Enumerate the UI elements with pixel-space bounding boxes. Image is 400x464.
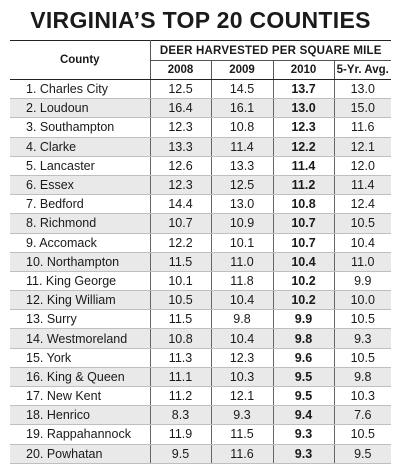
- table-row: [10, 310, 391, 329]
- county-name-cell: 12. King William: [10, 291, 150, 310]
- harvest-2008-cell: 13.3: [150, 137, 211, 156]
- table-row: [10, 444, 391, 463]
- deer-harvest-table: [10, 40, 391, 464]
- table-row: [10, 425, 391, 444]
- harvest-2010-cell: 9.6: [273, 348, 334, 367]
- harvest-2010-cell: 10.7: [273, 214, 334, 233]
- harvest-2010-cell: 12.3: [273, 118, 334, 137]
- harvest-2009-cell: 10.3: [211, 367, 273, 386]
- harvest-2010-cell: 10.7: [273, 233, 334, 252]
- five-year-average-cell: 11.6: [334, 118, 391, 137]
- harvest-2009-cell: 13.3: [211, 156, 273, 175]
- five-year-average-cell: 9.9: [334, 271, 391, 290]
- harvest-2008-cell: 12.3: [150, 118, 211, 137]
- harvest-2009-cell: 11.6: [211, 444, 273, 463]
- table-row: [10, 195, 391, 214]
- harvest-group-header: DEER HARVESTED PER SQUARE MILE: [150, 41, 391, 61]
- five-year-average-cell: 10.5: [334, 214, 391, 233]
- harvest-2009-cell: 9.3: [211, 406, 273, 425]
- harvest-2008-cell: 10.7: [150, 214, 211, 233]
- county-name-cell: 14. Westmoreland: [10, 329, 150, 348]
- harvest-2008-cell: 11.1: [150, 367, 211, 386]
- county-name-cell: 1. Charles City: [10, 80, 150, 99]
- table-row: [10, 348, 391, 367]
- harvest-2008-cell: 10.5: [150, 291, 211, 310]
- five-year-average-cell: 10.5: [334, 348, 391, 367]
- harvest-2010-cell: 12.2: [273, 137, 334, 156]
- harvest-2010-cell: 9.5: [273, 387, 334, 406]
- five-year-average-cell: 10.0: [334, 291, 391, 310]
- five-year-average-header: 5-Yr. Avg.: [334, 61, 391, 80]
- harvest-2009-cell: 9.8: [211, 310, 273, 329]
- five-year-average-cell: 10.5: [334, 310, 391, 329]
- five-year-average-cell: 11.4: [334, 175, 391, 194]
- year-2009-header: 2009: [211, 61, 273, 80]
- harvest-2008-cell: 14.4: [150, 195, 211, 214]
- harvest-2008-cell: 11.5: [150, 310, 211, 329]
- five-year-average-cell: 12.4: [334, 195, 391, 214]
- five-year-average-cell: 12.0: [334, 156, 391, 175]
- harvest-2010-cell: 9.3: [273, 425, 334, 444]
- harvest-2008-cell: 11.5: [150, 252, 211, 271]
- harvest-2009-cell: 11.8: [211, 271, 273, 290]
- harvest-2009-cell: 12.1: [211, 387, 273, 406]
- table-row: [10, 406, 391, 425]
- table-row: [10, 387, 391, 406]
- table-row: [10, 252, 391, 271]
- harvest-2008-cell: 10.8: [150, 329, 211, 348]
- year-2008-header: 2008: [150, 61, 211, 80]
- table-row: [10, 367, 391, 386]
- table-row: [10, 137, 391, 156]
- harvest-2009-cell: 10.4: [211, 291, 273, 310]
- harvest-2009-cell: 16.1: [211, 99, 273, 118]
- table-header: [10, 41, 391, 80]
- five-year-average-cell: 11.0: [334, 252, 391, 271]
- five-year-average-cell: 10.5: [334, 425, 391, 444]
- harvest-2010-cell: 9.3: [273, 444, 334, 463]
- harvest-2009-cell: 12.5: [211, 175, 273, 194]
- five-year-average-cell: 12.1: [334, 137, 391, 156]
- harvest-2008-cell: 12.3: [150, 175, 211, 194]
- table-row: [10, 80, 391, 99]
- table-row: [10, 118, 391, 137]
- harvest-2009-cell: 13.0: [211, 195, 273, 214]
- harvest-2009-cell: 10.4: [211, 329, 273, 348]
- five-year-average-cell: 9.5: [334, 444, 391, 463]
- harvest-2010-cell: 10.2: [273, 271, 334, 290]
- five-year-average-cell: 10.4: [334, 233, 391, 252]
- county-name-cell: 20. Powhatan: [10, 444, 150, 463]
- harvest-2008-cell: 11.2: [150, 387, 211, 406]
- harvest-2008-cell: 11.9: [150, 425, 211, 444]
- county-name-cell: 5. Lancaster: [10, 156, 150, 175]
- harvest-2010-cell: 9.8: [273, 329, 334, 348]
- county-name-cell: 8. Richmond: [10, 214, 150, 233]
- county-name-cell: 10. Northampton: [10, 252, 150, 271]
- table-row: [10, 214, 391, 233]
- table-row: [10, 329, 391, 348]
- five-year-average-cell: 9.3: [334, 329, 391, 348]
- county-name-cell: 15. York: [10, 348, 150, 367]
- harvest-2010-cell: 9.9: [273, 310, 334, 329]
- harvest-2009-cell: 14.5: [211, 80, 273, 99]
- harvest-2009-cell: 10.1: [211, 233, 273, 252]
- county-name-cell: 3. Southampton: [10, 118, 150, 137]
- harvest-2010-cell: 9.5: [273, 367, 334, 386]
- county-name-cell: 7. Bedford: [10, 195, 150, 214]
- county-name-cell: 17. New Kent: [10, 387, 150, 406]
- year-2010-header: 2010: [273, 61, 334, 80]
- five-year-average-cell: 13.0: [334, 80, 391, 99]
- five-year-average-cell: 10.3: [334, 387, 391, 406]
- county-name-cell: 11. King George: [10, 271, 150, 290]
- table-body: [10, 80, 391, 464]
- harvest-2010-cell: 13.7: [273, 80, 334, 99]
- harvest-2010-cell: 10.4: [273, 252, 334, 271]
- harvest-2010-cell: 10.2: [273, 291, 334, 310]
- county-name-cell: 18. Henrico: [10, 406, 150, 425]
- five-year-average-cell: 9.8: [334, 367, 391, 386]
- harvest-2010-cell: 11.2: [273, 175, 334, 194]
- harvest-2010-cell: 11.4: [273, 156, 334, 175]
- harvest-2009-cell: 10.9: [211, 214, 273, 233]
- table-row: [10, 175, 391, 194]
- county-name-cell: 6. Essex: [10, 175, 150, 194]
- harvest-2009-cell: 11.0: [211, 252, 273, 271]
- harvest-2010-cell: 9.4: [273, 406, 334, 425]
- table-row: [10, 156, 391, 175]
- five-year-average-cell: 7.6: [334, 406, 391, 425]
- table-row: [10, 291, 391, 310]
- table-row: [10, 99, 391, 118]
- harvest-2008-cell: 12.6: [150, 156, 211, 175]
- county-name-cell: 9. Accomack: [10, 233, 150, 252]
- harvest-2010-cell: 13.0: [273, 99, 334, 118]
- county-column-header: County: [10, 41, 150, 80]
- harvest-2008-cell: 16.4: [150, 99, 211, 118]
- harvest-2009-cell: 10.8: [211, 118, 273, 137]
- harvest-2009-cell: 11.5: [211, 425, 273, 444]
- harvest-2008-cell: 12.5: [150, 80, 211, 99]
- table-row: [10, 271, 391, 290]
- harvest-2008-cell: 11.3: [150, 348, 211, 367]
- harvest-2008-cell: 10.1: [150, 271, 211, 290]
- harvest-2009-cell: 11.4: [211, 137, 273, 156]
- county-name-cell: 16. King & Queen: [10, 367, 150, 386]
- harvest-2008-cell: 9.5: [150, 444, 211, 463]
- county-name-cell: 2. Loudoun: [10, 99, 150, 118]
- county-name-cell: 13. Surry: [10, 310, 150, 329]
- table-title: VIRGINIA’S TOP 20 COUNTIES: [30, 7, 371, 33]
- table-row: [10, 233, 391, 252]
- harvest-2008-cell: 12.2: [150, 233, 211, 252]
- harvest-2008-cell: 8.3: [150, 406, 211, 425]
- five-year-average-cell: 15.0: [334, 99, 391, 118]
- county-name-cell: 19. Rappahannock: [10, 425, 150, 444]
- county-name-cell: 4. Clarke: [10, 137, 150, 156]
- harvest-2009-cell: 12.3: [211, 348, 273, 367]
- harvest-2010-cell: 10.8: [273, 195, 334, 214]
